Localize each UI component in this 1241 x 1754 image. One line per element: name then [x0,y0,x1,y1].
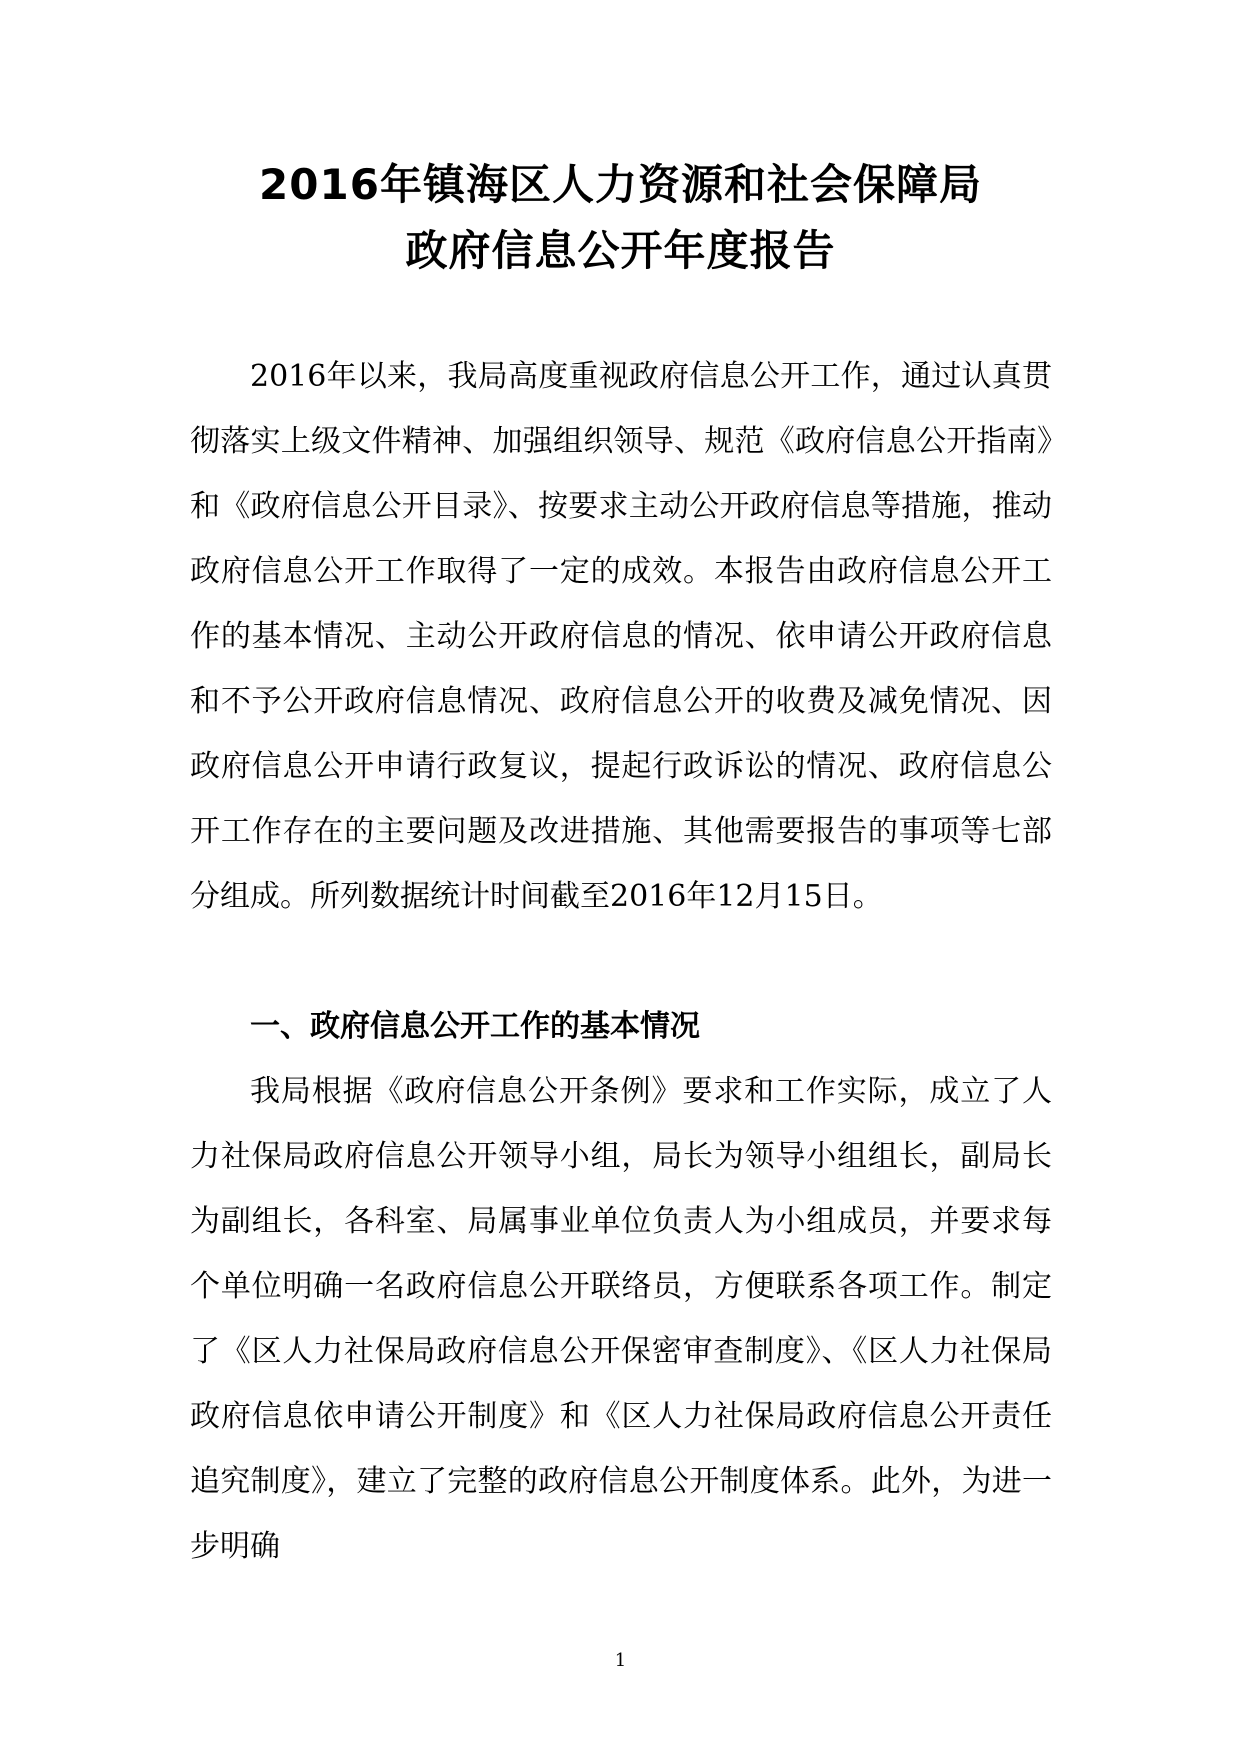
body-text-block [190,344,1052,929]
intro-paragraph: 2016年以来，我局高度重视政府信息公开工作，通过认真贯彻落实上级文件精神、加强组织领导、规范《政府信息公开指南》和《政府信息公开目录》、按要求主动公开政府信息等措施，推动政府信息公开工作取得了一定的成效。本报告由政府信息公开工作的基本情况、主动公开政府信息的情况、依申请公开政府信息和不予公开政府信息情况、政府信息公开的收费及减免情况、因政府信息公开申请行政复议，提起行政诉讼的情况、政府信息公开工作存在的主要问题及改进措施、其他需要报告的事项等七部分组成。所列数据统计时间截至2016年12月15日。 [190,359,1052,914]
document-title-line-1: 2016年镇海区人力资源和社会保障局 [259,160,982,209]
section-1-paragraph: 我局根据《政府信息公开条例》要求和工作实际，成立了人力社保局政府信息公开领导小组，局长为领导小组组长，副局长为副组长，各科室、局属事业单位负责人为小组成员，并要求每个单位明确一名政府信息公开联络员，方便联系各项工作。制定了《区人力社保局政府信息公开保密审查制度》、《区人力社保局政府信息依申请公开制度》和《区人力社保局政府信息公开责任追究制度》，建立了完整的政府信息公开制度体系。此外，为进一步明确 [190,1074,1052,1564]
document-title-line-2: 政府信息公开年度报告 [405,226,836,275]
section-1-text-block [190,1059,1052,1579]
section-heading-block [190,994,1052,1059]
page-number: 1 [614,1650,627,1671]
section-1-heading: 一、政府信息公开工作的基本情况 [250,1009,700,1044]
